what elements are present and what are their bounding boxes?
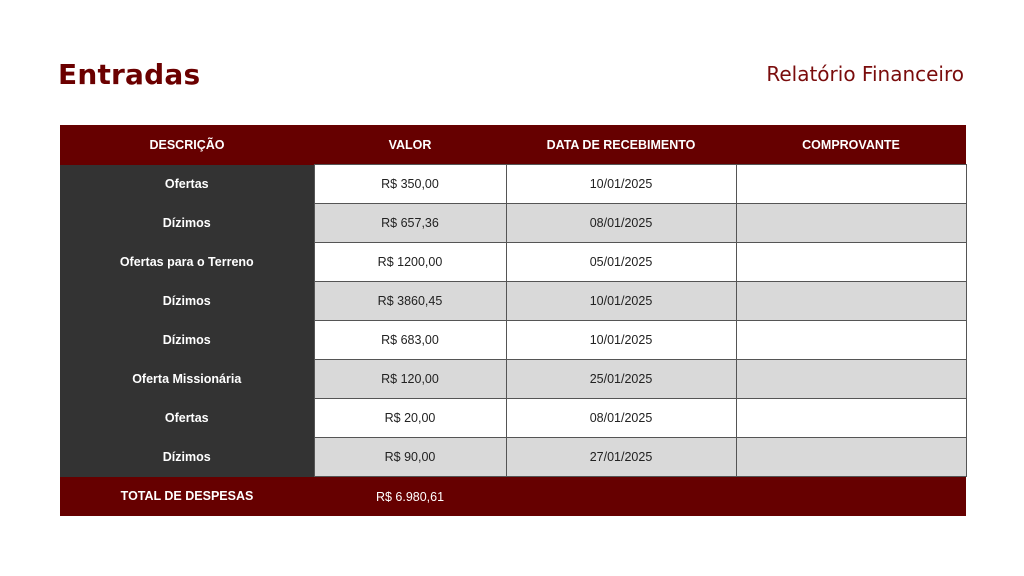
- header-descricao: DESCRIÇÃO: [60, 125, 314, 165]
- table-footer-row: [60, 477, 966, 517]
- row-data: 27/01/2025: [506, 438, 736, 477]
- row-comprovante: [736, 282, 966, 321]
- row-descricao: Dízimos: [60, 438, 314, 477]
- table-row: [60, 438, 966, 477]
- footer-empty-cell: [506, 477, 736, 517]
- row-comprovante: [736, 243, 966, 282]
- row-valor: R$ 3860,45: [314, 282, 506, 321]
- total-value: R$ 6.980,61: [314, 477, 506, 517]
- table-header-row: [60, 125, 966, 165]
- row-data: 10/01/2025: [506, 165, 736, 204]
- report-subtitle: Relatório Financeiro: [766, 62, 964, 86]
- row-comprovante: [736, 399, 966, 438]
- footer-empty-cell: [736, 477, 966, 517]
- row-comprovante: [736, 321, 966, 360]
- table-row: [60, 243, 966, 282]
- row-descricao: Oferta Missionária: [60, 360, 314, 399]
- row-comprovante: [736, 360, 966, 399]
- table-row: [60, 204, 966, 243]
- row-data: 10/01/2025: [506, 321, 736, 360]
- row-valor: R$ 350,00: [314, 165, 506, 204]
- row-data: 25/01/2025: [506, 360, 736, 399]
- table-row: [60, 165, 966, 204]
- row-comprovante: [736, 204, 966, 243]
- row-valor: R$ 90,00: [314, 438, 506, 477]
- table-row: [60, 399, 966, 438]
- header-valor: VALOR: [314, 125, 506, 165]
- row-data: 08/01/2025: [506, 204, 736, 243]
- row-descricao: Dízimos: [60, 282, 314, 321]
- row-data: 08/01/2025: [506, 399, 736, 438]
- row-descricao: Ofertas: [60, 165, 314, 204]
- row-valor: R$ 20,00: [314, 399, 506, 438]
- row-data: 10/01/2025: [506, 282, 736, 321]
- income-table: [60, 125, 967, 516]
- row-valor: R$ 120,00: [314, 360, 506, 399]
- row-descricao: Ofertas para o Terreno: [60, 243, 314, 282]
- row-valor: R$ 657,36: [314, 204, 506, 243]
- table-row: [60, 282, 966, 321]
- row-descricao: Ofertas: [60, 399, 314, 438]
- page-title: Entradas: [58, 58, 201, 91]
- table-row: [60, 321, 966, 360]
- total-label: TOTAL DE DESPESAS: [60, 477, 314, 517]
- table-row: [60, 360, 966, 399]
- row-valor: R$ 1200,00: [314, 243, 506, 282]
- row-valor: R$ 683,00: [314, 321, 506, 360]
- header-comprovante: COMPROVANTE: [736, 125, 966, 165]
- row-data: 05/01/2025: [506, 243, 736, 282]
- row-descricao: Dízimos: [60, 204, 314, 243]
- header-data-recebimento: DATA DE RECEBIMENTO: [506, 125, 736, 165]
- row-comprovante: [736, 165, 966, 204]
- row-comprovante: [736, 438, 966, 477]
- row-descricao: Dízimos: [60, 321, 314, 360]
